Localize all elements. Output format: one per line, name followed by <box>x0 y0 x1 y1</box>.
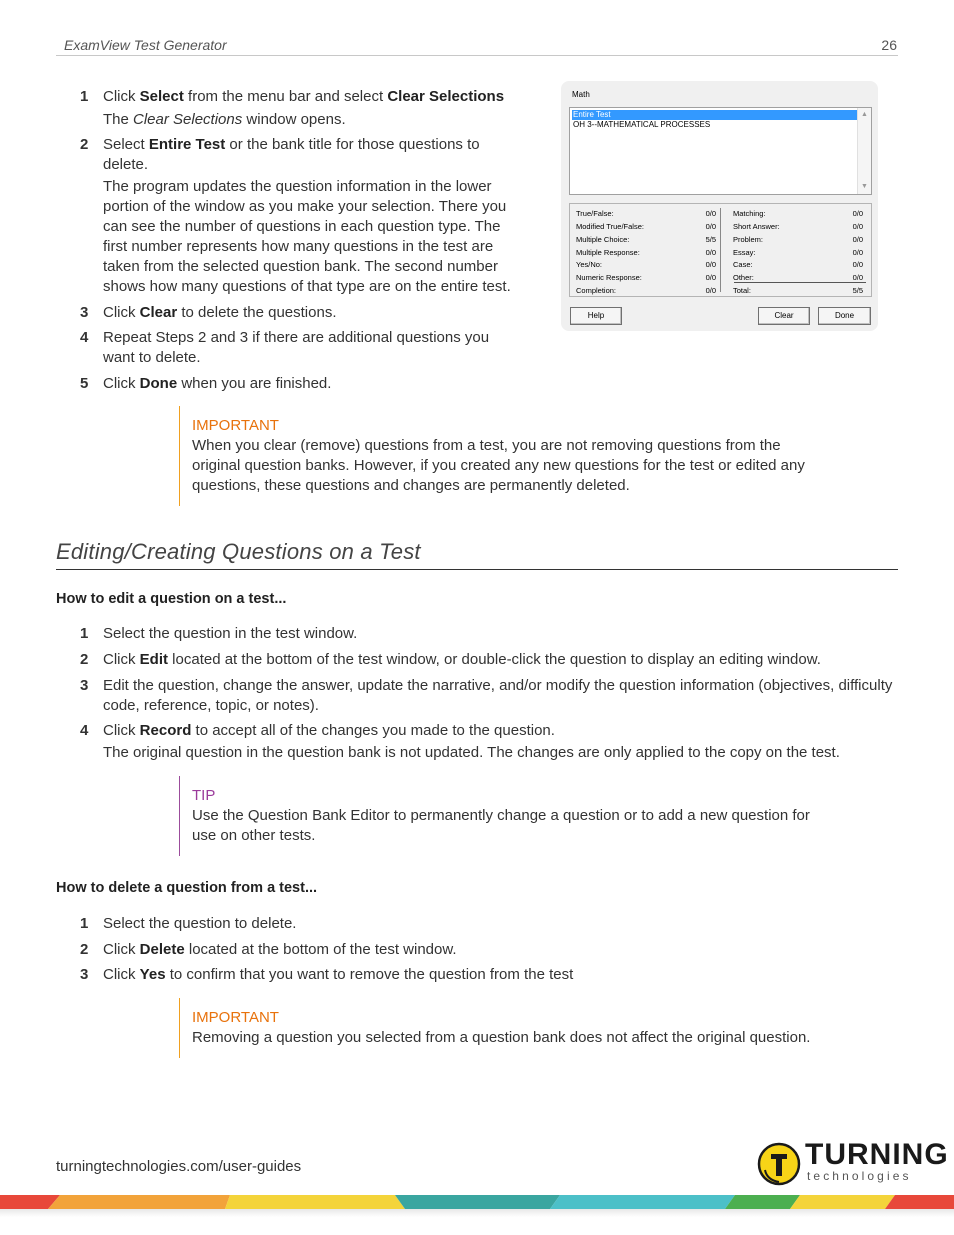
list-item-bank[interactable]: OH 3--MATHEMATICAL PROCESSES <box>573 120 711 129</box>
callout-title: IMPORTANT <box>192 417 279 434</box>
footer-color-bar <box>0 1195 954 1209</box>
logo-wordmark: TURNING <box>805 1138 949 1171</box>
stat-row: Matching: 0/0 <box>733 209 863 218</box>
section-divider <box>56 569 898 570</box>
scroll-up-icon[interactable]: ▲ <box>861 111 868 118</box>
clear-button[interactable]: Clear <box>758 307 810 325</box>
stat-row: Completion: 0/0 <box>576 286 716 295</box>
step-number: 2 <box>80 136 89 153</box>
step-number: 1 <box>80 88 89 105</box>
step-number: 3 <box>80 966 89 983</box>
step-number: 1 <box>80 915 89 932</box>
stat-row: Multiple Response: 0/0 <box>576 248 716 257</box>
clear-selections-dialog <box>561 81 878 331</box>
important-callout: IMPORTANT When you clear (remove) questions from a test, you are not removing questions from the original question banks. However, if you created any new questions for the test or edited any questions, these questions and changes are permanently deleted. <box>179 406 805 506</box>
footer-url[interactable]: turningtechnologies.com/user-guides <box>56 1158 302 1175</box>
howto-edit-heading: How to edit a question on a test... <box>56 591 287 607</box>
stat-row: Numeric Response: 0/0 <box>576 273 716 282</box>
logo-subtext: technologies <box>807 1169 912 1183</box>
tip-callout: TIP Use the Question Bank Editor to permanently change a question or to add a new question for use on other tests. <box>179 776 810 856</box>
stat-row: Case: 0/0 <box>733 260 863 269</box>
turning-technologies-logo <box>757 1138 949 1186</box>
scroll-down-icon[interactable]: ▼ <box>861 183 868 190</box>
stat-row: Other: 0/0 <box>733 273 863 282</box>
footer-shadow <box>0 1209 954 1217</box>
step-number: 2 <box>80 651 89 668</box>
stats-divider <box>720 208 721 292</box>
stat-row: Modified True/False: 0/0 <box>576 222 716 231</box>
help-button[interactable]: Help <box>570 307 622 325</box>
callout-title: TIP <box>192 787 216 804</box>
done-button[interactable]: Done <box>818 307 871 325</box>
stat-row: Multiple Choice: 5/5 <box>576 235 716 244</box>
stat-row: Problem: 0/0 <box>733 235 863 244</box>
howto-delete-heading: How to delete a question from a test... <box>56 880 318 896</box>
step-number: 4 <box>80 722 89 739</box>
stat-row: Short Answer: 0/0 <box>733 222 863 231</box>
stat-row: Essay: 0/0 <box>733 248 863 257</box>
question-stats-panel <box>569 203 872 297</box>
page-number: 26 <box>881 37 897 53</box>
stat-row: Yes/No: 0/0 <box>576 260 716 269</box>
step-number: 1 <box>80 625 89 642</box>
turning-logo-icon <box>757 1142 801 1186</box>
stat-row-total: Total: 5/5 <box>733 286 863 295</box>
step-number: 3 <box>80 304 89 321</box>
step-number: 5 <box>80 375 89 392</box>
bank-listbox[interactable] <box>569 107 872 195</box>
section-title: Editing/Creating Questions on a Test <box>56 539 421 564</box>
list-item-entire-test[interactable]: Entire Test <box>572 110 857 120</box>
step-number: 2 <box>80 941 89 958</box>
bank-label: Math <box>572 90 590 99</box>
callout-title: IMPORTANT <box>192 1009 279 1026</box>
header-divider <box>56 55 898 56</box>
step-number: 3 <box>80 677 89 694</box>
step-number: 4 <box>80 329 89 346</box>
header-title: ExamView Test Generator <box>64 37 227 53</box>
list-scrollbar[interactable] <box>857 108 871 194</box>
important-callout-delete: IMPORTANT Removing a question you selected from a question bank does not affect the original question. <box>179 998 810 1058</box>
stat-row: True/False: 0/0 <box>576 209 716 218</box>
